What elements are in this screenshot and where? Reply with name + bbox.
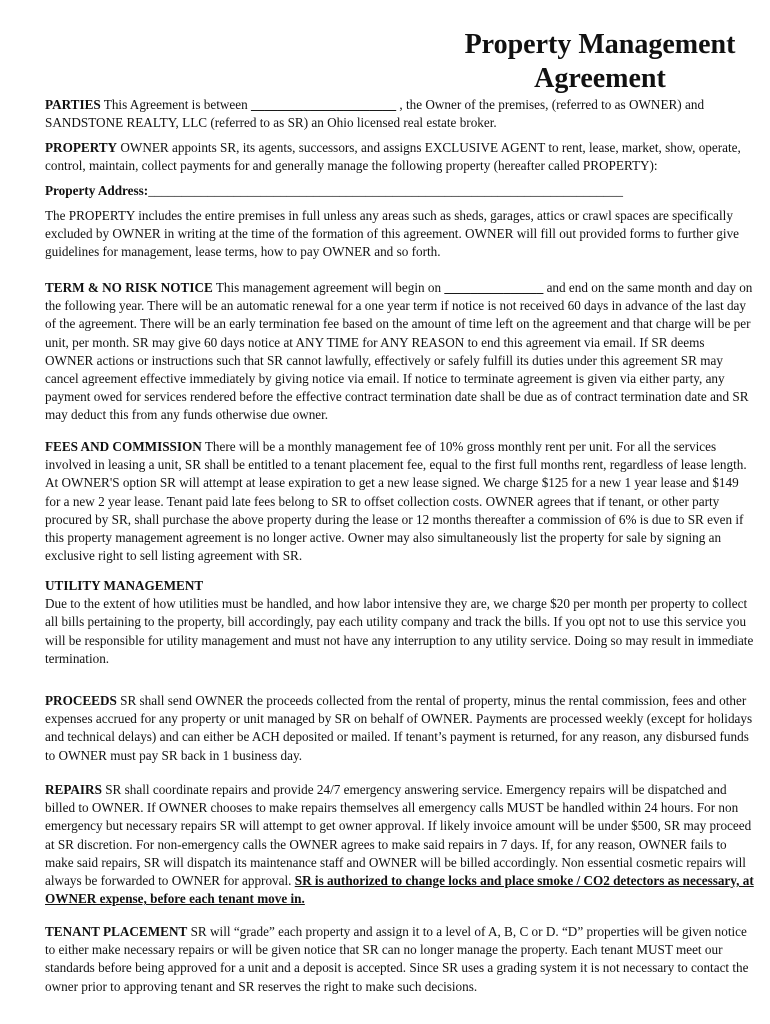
term-heading: TERM & NO RISK NOTICE — [45, 280, 213, 295]
parties-section — [45, 96, 755, 132]
utility-text: Due to the extent of how utilities must be handled, and how labor intensive they are, we charge $20 per month per property to collect all bills pertaining to the property, bill accordingly, pay each utility company and track the bills. If you opt not to use this service you will be responsible for utility management and must not have any interruption to any utility service. Doing so may result in immediate termination. — [45, 596, 754, 666]
term-text-before: This management agreement will begin on — [215, 280, 442, 295]
owner-name-blank: ______________________ — [251, 97, 397, 112]
fees-section — [45, 438, 755, 565]
property-section — [45, 139, 755, 175]
tenant-placement-section — [45, 923, 755, 996]
term-section — [45, 279, 755, 425]
proceeds-section — [45, 692, 755, 765]
term-text-after: and end on the same month and day on the following year. There will be an automatic renewal for a one year term if notice is not received 60 days in advance of the last day of the agreement. There will be an early termination fee based on the amount of time left on the agreement and that charge will be per unit, per month. SR may give 60 days notice at ANY TIME for ANY REASON to end this agreement via email. If SR deems OWNER actions or instructions such that SR cannot lawfully, effectively or safely fulfill its duties under this agreement SR may cancel agreement effective immediately by giving notice via email. If notice to terminate agreement is given via either party, any payment owed for services rendered before the effective contract termination date shall be due as of contract termination date and SR may deduct this from any funds otherwise due owner. — [45, 280, 753, 423]
fees-heading: FEES AND COMMISSION — [45, 439, 202, 454]
tenant-placement-text: SR will “grade” each property and assign it to a level of A, B, C or D. “D” properties will be given notice to either make necessary repairs or will be given notice that SR can no longer manage the property. Each tenant MUST meet our standards before being approved for a unit and a deposit is accepted. Since SR uses a grading system it is not necessary to contact the owner prior to approving tenant and SR reserves the right to make such decisions. — [45, 924, 749, 994]
property-address-label: Property Address: — [45, 183, 149, 198]
property-address-line — [45, 182, 755, 200]
utility-section — [45, 577, 755, 668]
repairs-heading: REPAIRS — [45, 782, 102, 797]
property-heading: PROPERTY — [45, 140, 118, 155]
proceeds-heading: PROCEEDS — [45, 693, 117, 708]
parties-text-before: This Agreement is between — [103, 97, 248, 112]
start-date-blank: _______________ — [444, 280, 544, 295]
document-title: Property Management Agreement — [464, 29, 736, 94]
repairs-text: SR shall coordinate repairs and provide 24/7 emergency answering service. Emergency repairs will be dispatched and billed to OWNER. If OWNER chooses to make repairs themselves all emergency calls MUST be handled within 24 hours. For non emergency but necessary repairs SR will attempt to get owner approval. If likely invoice amount will be under $500, SR may proceed at SR discretion. For non-emergency calls the OWNER agrees to make said repairs in 7 days. If, for any reason, OWNER fails to make said repairs, SR will dispatch its maintenance staff and OWNER will be billed accordingly. Non essential cosmetic repairs will always be forwarded to OWNER for approval. — [45, 782, 752, 889]
proceeds-text: SR shall send OWNER the proceeds collected from the rental of property, minus the rental commission, fees and other expenses accrued for any property or unit managed by SR on behalf of OWNER. Payments are processed weekly (except for holidays and technical delays) and can either be ACH deposited or mailed. If tenant’s payment is returned, for any reason, any disbursed funds to OWNER must pay SR back in 1 business day. — [45, 693, 753, 763]
utility-heading: UTILITY MANAGEMENT — [45, 578, 204, 593]
repairs-section — [45, 781, 755, 908]
fees-text: There will be a monthly management fee of 10% gross monthly rent per unit. For all the services involved in leasing a unit, SR shall be entitled to a tenant placement fee, equal to the first full months rent, regardless of lease length. At OWNER'S option SR will attempt at lease expiration to get a new lease signed. We charge $125 for a new 1 year lease and $149 for a new 2 year lease. Tenant paid late fees belong to SR to offset collection costs. OWNER agrees that if tenant, or other party procured by SR, shall purchase the above property during the lease or 12 months thereafter a commission of 6% is due to SR even if this property management agreement is no longer active. Owner may also simultaneously list the property for sale by signing an exclusive right to sell listing agreement with SR. — [45, 439, 747, 564]
property-includes-paragraph: The PROPERTY includes the entire premises in full unless any areas such as sheds, garages, attics or crawl spaces are specifically excluded by OWNER in writing at the time of the formation of this agreement. OWNER will fill out provided forms to further give guidelines for management, lease terms, how to pay OWNER and so forth. — [45, 208, 740, 260]
parties-heading: PARTIES — [45, 97, 101, 112]
tenant-placement-heading: TENANT PLACEMENT — [45, 924, 188, 939]
repairs-emphasis: SR is authorized to change locks and place smoke / CO2 detectors as necessary, at OWNER expense, before each tenant move in. — [45, 873, 754, 907]
parties-text-after: , the Owner of the premises, (referred to as OWNER) and SANDSTONE REALTY, LLC (referred to as SR) an Ohio licensed real estate broker. — [45, 97, 705, 131]
property-text: OWNER appoints SR, its agents, successors, and assigns EXCLUSIVE AGENT to rent, lease, market, show, operate, control, maintain, collect payments for and generally manage the following property (hereafter called PROPERTY): — [45, 140, 741, 174]
property-address-blank: ________________________________________________________________________ — [148, 183, 623, 198]
